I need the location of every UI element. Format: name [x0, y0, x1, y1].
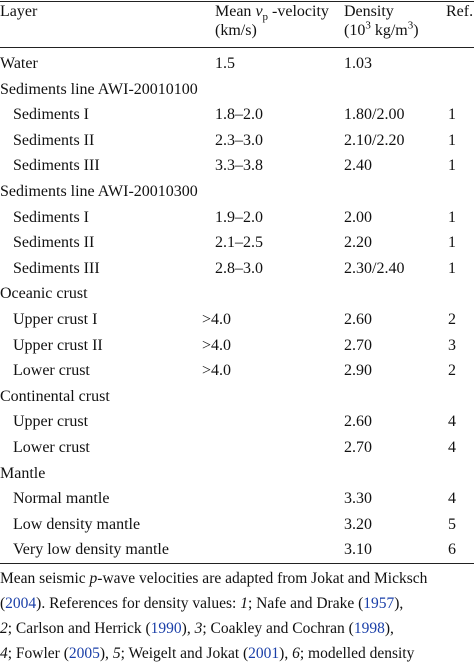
density-cell: 2.40 — [344, 157, 372, 175]
citation-link[interactable]: 1990 — [150, 620, 182, 637]
header-ref: Ref. — [446, 3, 474, 20]
density-cell: 2.10/2.20 — [344, 131, 405, 149]
layer-name: Normal mantle — [13, 490, 110, 508]
density-cell: 2.20 — [344, 234, 372, 252]
table-row — [0, 153, 474, 178]
layer-name: Sediments III — [13, 259, 100, 277]
ref-cell: 2 — [448, 311, 456, 328]
velocity-cell: >4.0 — [202, 362, 232, 380]
velocity-cell: 2.8–3.0 — [215, 259, 263, 277]
density-cell: 3.10 — [344, 541, 372, 559]
velocity-cell: 1.9–2.0 — [215, 208, 263, 226]
density-cell: 1.80/2.00 — [344, 106, 405, 124]
density-cell: 2.60 — [344, 413, 372, 431]
layer-name: Sediments II — [13, 234, 95, 252]
density-cell: 2.30/2.40 — [344, 259, 405, 277]
table-row — [0, 102, 474, 127]
table-row — [0, 205, 474, 230]
citation-link[interactable]: 1957 — [363, 595, 395, 612]
velocity-cell: 3.3–3.8 — [215, 157, 263, 175]
velocity-cell: 1.8–2.0 — [215, 106, 263, 124]
table-row — [0, 128, 474, 153]
layer-group-name: Sediments line AWI-20010300 — [0, 183, 198, 200]
ref-cell: 3 — [448, 336, 456, 354]
layer-name: Sediments II — [13, 131, 95, 149]
ref-cell: 1 — [448, 131, 456, 149]
table-row — [0, 461, 474, 486]
table-row — [0, 486, 474, 511]
density-cell: 2.00 — [344, 208, 372, 226]
table-row — [0, 384, 474, 409]
layer-name: Upper crust I — [13, 311, 98, 328]
ref-cell: 1 — [448, 106, 456, 124]
table-header-rule — [0, 47, 474, 48]
table-row — [0, 307, 474, 332]
layer-name: Upper crust II — [13, 336, 103, 354]
table-caption — [0, 566, 474, 666]
ref-cell: 4 — [448, 490, 456, 508]
density-cell: 3.20 — [344, 515, 372, 533]
header-density: Density ($10^3$ $kg/m^3$) — [344, 3, 419, 39]
header-layer: Layer — [0, 3, 38, 20]
table-row — [0, 537, 474, 562]
layer-name: Sediments I — [13, 208, 89, 226]
table-row — [0, 358, 474, 383]
ref-cell: 5 — [448, 515, 456, 533]
velocity-cell: 2.3–3.0 — [215, 131, 263, 149]
density-cell: 2.70 — [344, 439, 372, 456]
layer-group-name: Sediments line AWI-20010100 — [0, 80, 198, 98]
layer-group-name: Continental crust — [0, 387, 110, 405]
table-bottom-rule — [0, 563, 474, 564]
ref-cell: 1 — [448, 259, 456, 277]
layer-group-name: Water — [0, 55, 38, 72]
caption-line-4: 4; Fowler (2005), 5; Weigelt and Jokat (2001), 6; modelled density — [0, 645, 415, 662]
ref-cell: 2 — [448, 362, 456, 380]
layer-name: Very low density mantle — [13, 541, 169, 559]
caption-line-1: Mean seismic p-wave velocities are adapted from Jokat and Micksch — [0, 570, 428, 587]
layer-name: Lower crust — [13, 362, 90, 380]
ref-cell: 4 — [448, 413, 456, 431]
layer-group-name: Oceanic crust — [0, 285, 88, 303]
layer-name: Upper crust — [13, 413, 89, 431]
table-row — [0, 512, 474, 537]
ref-cell: 6 — [448, 541, 456, 559]
velocity-cell: >4.0 — [202, 311, 232, 328]
table-row — [0, 51, 474, 76]
layer-name: Low density mantle — [13, 515, 141, 533]
header-velocity: Mean $v_p$ -velocity (km/s) — [215, 3, 329, 39]
citation-link[interactable]: 2001 — [248, 645, 280, 662]
density-cell: 2.90 — [344, 362, 372, 380]
layer-group-name: Mantle — [0, 464, 46, 482]
ref-cell: 1 — [448, 234, 456, 252]
caption-line-2: (2004). References for density values: 1; Nafe and Drake (1957), — [0, 595, 404, 612]
ref-cell: 1 — [448, 208, 456, 226]
layer-name: Sediments III — [13, 157, 100, 175]
table-row — [0, 333, 474, 358]
velocity-cell: 1.5 — [215, 55, 235, 72]
citation-link[interactable]: 2005 — [68, 645, 100, 662]
velocity-cell: 2.1–2.5 — [215, 234, 263, 252]
ref-cell: 1 — [448, 157, 456, 175]
caption-line-3: 2; Carlson and Herrick (1990), 3; Coakley and Cochran (1998), — [0, 620, 394, 637]
table-row — [0, 256, 474, 281]
layer-name: Sediments I — [13, 106, 89, 124]
citation-link[interactable]: 2004 — [5, 595, 37, 612]
density-cell: 1.03 — [344, 55, 372, 72]
table-row — [0, 409, 474, 434]
table-row — [0, 77, 474, 102]
table-row — [0, 435, 474, 460]
density-cell: 2.60 — [344, 311, 372, 328]
ref-cell: 4 — [448, 439, 456, 456]
density-cell: 2.70 — [344, 336, 372, 354]
table-row — [0, 230, 474, 255]
table-row — [0, 281, 474, 306]
table-row — [0, 179, 474, 204]
layer-name: Lower crust — [13, 439, 90, 456]
density-cell: 3.30 — [344, 490, 372, 508]
velocity-cell: >4.0 — [202, 336, 232, 354]
citation-link[interactable]: 1998 — [353, 620, 385, 637]
